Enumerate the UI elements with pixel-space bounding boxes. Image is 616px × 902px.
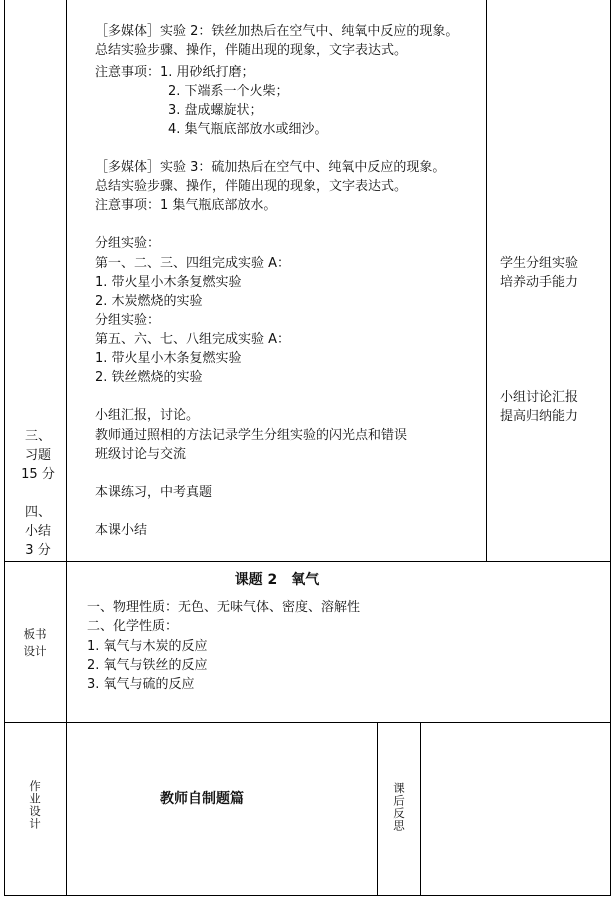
table-border-right — [610, 0, 611, 896]
board-title: 课题 2 氧气 — [234, 572, 320, 588]
process-line: 3. 盘成螺旋状； — [168, 103, 263, 118]
board-line: 3. 氧气与硫的反应 — [87, 677, 195, 692]
reflection-label: 课后反思 — [392, 782, 406, 832]
step-label: 小结 — [24, 524, 51, 539]
board-label: 设计 — [23, 644, 47, 658]
row-divider-homework — [4, 722, 611, 723]
homework-content: 教师自制题篇 — [160, 791, 244, 807]
process-line: 总结实验步骤、操作，伴随出现的现象，文字表达式。 — [95, 43, 408, 58]
process-line: 1. 带火星小木条复燃实验 — [95, 275, 242, 290]
intent-line: 提高归纳能力 — [500, 409, 579, 424]
intent-line: 小组讨论汇报 — [500, 390, 579, 405]
process-line: ［多媒体］实验 3：硫加热后在空气中、纯氧中反应的现象。 — [95, 160, 446, 175]
step-label: 15 分 — [21, 467, 55, 482]
process-line: 分组实验： — [95, 313, 161, 328]
process-line: 班级讨论与交流 — [95, 447, 187, 462]
table-border-left — [4, 0, 5, 896]
column-divider-reflection-left — [377, 722, 378, 896]
process-line: 分组实验： — [95, 236, 161, 251]
step-label: 四、 — [24, 505, 51, 520]
step-label: 3 分 — [25, 543, 51, 558]
intent-line: 学生分组实验 — [500, 256, 579, 271]
process-line: 注意事项：1 集气瓶底部放水。 — [95, 198, 277, 213]
process-line: 教师通过照相的方法记录学生分组实验的闪光点和错误 — [95, 428, 408, 443]
intent-line: 培养动手能力 — [500, 275, 579, 290]
process-line: 本课小结 — [95, 523, 148, 538]
process-line: ［多媒体］实验 2：铁丝加热后在空气中、纯氧中反应的现象。 — [95, 24, 459, 39]
row-divider-board — [4, 561, 611, 562]
process-line: 4. 集气瓶底部放水或细沙。 — [168, 122, 328, 137]
table-border-bottom — [4, 895, 611, 896]
process-line: 2. 下端系一个火柴； — [168, 84, 289, 99]
column-divider-intent — [486, 0, 487, 562]
process-line: 2. 木炭燃烧的实验 — [95, 294, 203, 309]
board-line: 一、物理性质：无色、无味气体、密度、溶解性 — [87, 600, 361, 615]
homework-label: 作业设计 — [28, 780, 42, 830]
process-line: 注意事项：1. 用砂纸打磨； — [95, 65, 255, 80]
column-divider-reflection-right — [420, 722, 421, 896]
process-line: 总结实验步骤、操作，伴随出现的现象，文字表达式。 — [95, 179, 408, 194]
process-line: 本课练习，中考真题 — [95, 485, 213, 500]
board-label: 板书 — [23, 627, 47, 641]
board-line: 1. 氧气与木炭的反应 — [87, 639, 208, 654]
process-line: 2. 铁丝燃烧的实验 — [95, 370, 203, 385]
process-line: 小组汇报，讨论。 — [95, 408, 200, 423]
board-line: 二、化学性质： — [87, 619, 179, 634]
process-line: 第五、六、七、八组完成实验 A： — [95, 332, 291, 347]
step-label: 习题 — [24, 448, 51, 463]
process-line: 第一、二、三、四组完成实验 A： — [95, 256, 291, 271]
board-line: 2. 氧气与铁丝的反应 — [87, 658, 208, 673]
process-line: 1. 带火星小木条复燃实验 — [95, 351, 242, 366]
step-label: 三、 — [24, 429, 51, 444]
column-divider-label — [66, 0, 67, 896]
